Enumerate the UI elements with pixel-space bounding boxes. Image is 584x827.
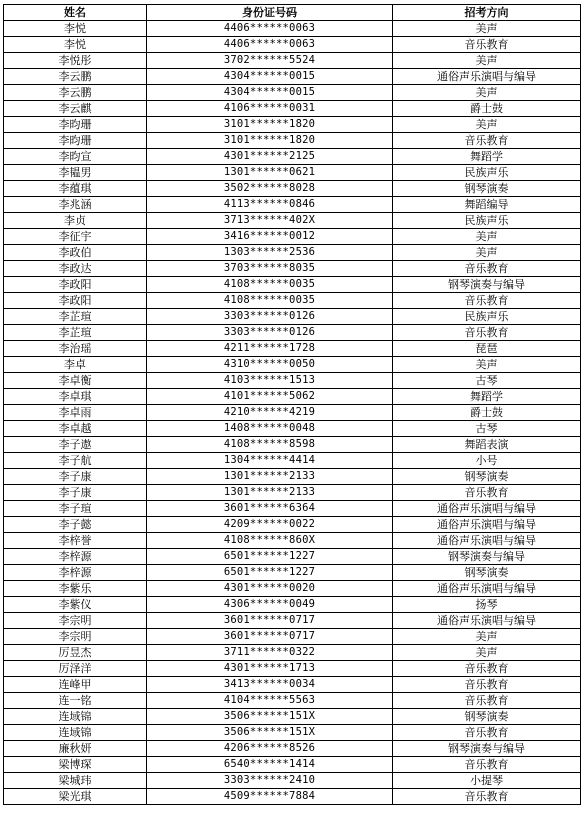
cell-direction: 爵士鼓 (393, 405, 581, 421)
cell-direction: 通俗声乐演唱与编导 (393, 517, 581, 533)
table-row (4, 69, 581, 85)
cell-name: 李卓衡 (4, 373, 147, 389)
cell-id-number: 3702******5524 (147, 53, 393, 69)
cell-name: 李昀宣 (4, 149, 147, 165)
cell-id-number: 4206******8526 (147, 741, 393, 757)
cell-direction: 美声 (393, 85, 581, 101)
cell-id-number: 4101******5062 (147, 389, 393, 405)
cell-name: 李子康 (4, 485, 147, 501)
cell-id-number: 4310******0050 (147, 357, 393, 373)
cell-id-number: 4108******8598 (147, 437, 393, 453)
table-row (4, 21, 581, 37)
cell-direction: 美声 (393, 245, 581, 261)
table-row (4, 581, 581, 597)
cell-direction: 通俗声乐演唱与编导 (393, 69, 581, 85)
cell-id-number: 4211******1728 (147, 341, 393, 357)
cell-id-number: 6540******1414 (147, 757, 393, 773)
cell-direction: 美声 (393, 229, 581, 245)
cell-name: 李蕴琪 (4, 181, 147, 197)
cell-id-number: 4104******5563 (147, 693, 393, 709)
cell-name: 李政伯 (4, 245, 147, 261)
cell-name: 连域锦 (4, 725, 147, 741)
table-row (4, 165, 581, 181)
table-row (4, 309, 581, 325)
cell-id-number: 4113******0846 (147, 197, 393, 213)
cell-name: 李紫仪 (4, 597, 147, 613)
cell-id-number: 1304******4414 (147, 453, 393, 469)
table-row (4, 373, 581, 389)
cell-direction: 古琴 (393, 373, 581, 389)
cell-name: 连一铭 (4, 693, 147, 709)
cell-direction: 音乐教育 (393, 757, 581, 773)
cell-direction: 音乐教育 (393, 293, 581, 309)
cell-id-number: 3703******8035 (147, 261, 393, 277)
table-row (4, 757, 581, 773)
cell-direction: 古琴 (393, 421, 581, 437)
cell-id-number: 4301******0020 (147, 581, 393, 597)
cell-id-number: 1301******2133 (147, 485, 393, 501)
table-row (4, 133, 581, 149)
table-row (4, 357, 581, 373)
table-row (4, 709, 581, 725)
cell-id-number: 3601******0717 (147, 629, 393, 645)
cell-direction: 音乐教育 (393, 261, 581, 277)
cell-name: 李梓源 (4, 549, 147, 565)
table-row (4, 437, 581, 453)
table-row (4, 741, 581, 757)
cell-name: 李宗明 (4, 629, 147, 645)
table-row (4, 245, 581, 261)
cell-id-number: 4106******0031 (147, 101, 393, 117)
cell-name: 李政达 (4, 261, 147, 277)
cell-name: 李征宇 (4, 229, 147, 245)
cell-direction: 琵琶 (393, 341, 581, 357)
cell-name: 梁城玮 (4, 773, 147, 789)
cell-id-number: 3303******0126 (147, 309, 393, 325)
table-row (4, 453, 581, 469)
cell-name: 李云鹏 (4, 69, 147, 85)
cell-direction: 小提琴 (393, 773, 581, 789)
table-row (4, 421, 581, 437)
table-row (4, 533, 581, 549)
cell-name: 李芷瑄 (4, 309, 147, 325)
cell-direction: 美声 (393, 117, 581, 133)
table-row (4, 341, 581, 357)
cell-name: 连域锦 (4, 709, 147, 725)
cell-id-number: 4406******0063 (147, 37, 393, 53)
cell-id-number: 4103******1513 (147, 373, 393, 389)
cell-direction: 美声 (393, 645, 581, 661)
table-row (4, 213, 581, 229)
cell-id-number: 4304******0015 (147, 69, 393, 85)
table-row (4, 613, 581, 629)
cell-id-number: 4210******4219 (147, 405, 393, 421)
cell-name: 厉昱杰 (4, 645, 147, 661)
cell-id-number: 3303******2410 (147, 773, 393, 789)
cell-name: 李子康 (4, 469, 147, 485)
table-row (4, 677, 581, 693)
cell-id-number: 3506******151X (147, 709, 393, 725)
table-body (4, 21, 581, 805)
table-row (4, 181, 581, 197)
cell-direction: 钢琴演奏 (393, 181, 581, 197)
cell-direction: 钢琴演奏与编导 (393, 549, 581, 565)
cell-id-number: 4304******0015 (147, 85, 393, 101)
cell-name: 李悦彤 (4, 53, 147, 69)
cell-name: 李卓越 (4, 421, 147, 437)
cell-id-number: 3601******6364 (147, 501, 393, 517)
cell-name: 梁博琛 (4, 757, 147, 773)
table-row (4, 661, 581, 677)
cell-direction: 通俗声乐演唱与编导 (393, 613, 581, 629)
cell-id-number: 3413******0034 (147, 677, 393, 693)
cell-name: 李悦 (4, 37, 147, 53)
table-row (4, 789, 581, 805)
cell-direction: 舞蹈表演 (393, 437, 581, 453)
cell-name: 李悦 (4, 21, 147, 37)
cell-direction: 音乐教育 (393, 133, 581, 149)
cell-name: 连峰甲 (4, 677, 147, 693)
cell-direction: 扬琴 (393, 597, 581, 613)
candidate-table-container (3, 4, 580, 805)
cell-direction: 音乐教育 (393, 789, 581, 805)
cell-direction: 舞蹈学 (393, 149, 581, 165)
cell-id-number: 4509******7884 (147, 789, 393, 805)
cell-name: 廉秋妍 (4, 741, 147, 757)
cell-id-number: 4108******0035 (147, 293, 393, 309)
cell-direction: 民族声乐 (393, 165, 581, 181)
cell-direction: 钢琴演奏 (393, 709, 581, 725)
cell-direction: 音乐教育 (393, 325, 581, 341)
cell-id-number: 3506******151X (147, 725, 393, 741)
cell-id-number: 3713******402X (147, 213, 393, 229)
cell-name: 李韫男 (4, 165, 147, 181)
cell-direction: 爵士鼓 (393, 101, 581, 117)
cell-id-number: 6501******1227 (147, 549, 393, 565)
cell-id-number: 4301******1713 (147, 661, 393, 677)
cell-id-number: 1301******2133 (147, 469, 393, 485)
table-row (4, 501, 581, 517)
table-row (4, 229, 581, 245)
table-row (4, 85, 581, 101)
cell-id-number: 1303******2536 (147, 245, 393, 261)
table-row (4, 405, 581, 421)
cell-name: 厉泽洋 (4, 661, 147, 677)
cell-direction: 通俗声乐演唱与编导 (393, 581, 581, 597)
header-direction: 招考方向 (393, 5, 581, 21)
cell-direction: 美声 (393, 53, 581, 69)
cell-name: 李紫乐 (4, 581, 147, 597)
cell-direction: 钢琴演奏与编导 (393, 277, 581, 293)
cell-direction: 小号 (393, 453, 581, 469)
table-row (4, 597, 581, 613)
cell-id-number: 4306******0049 (147, 597, 393, 613)
cell-direction: 舞蹈编导 (393, 197, 581, 213)
cell-direction: 音乐教育 (393, 485, 581, 501)
table-row (4, 37, 581, 53)
cell-direction: 音乐教育 (393, 661, 581, 677)
table-row (4, 325, 581, 341)
cell-direction: 音乐教育 (393, 693, 581, 709)
cell-name: 李卓 (4, 357, 147, 373)
cell-name: 李卓琪 (4, 389, 147, 405)
cell-name: 李子懿 (4, 517, 147, 533)
cell-direction: 通俗声乐演唱与编导 (393, 501, 581, 517)
cell-name: 李政阳 (4, 293, 147, 309)
cell-id-number: 4301******2125 (147, 149, 393, 165)
cell-direction: 美声 (393, 357, 581, 373)
cell-name: 梁光琪 (4, 789, 147, 805)
cell-name: 李兆涵 (4, 197, 147, 213)
cell-direction: 美声 (393, 21, 581, 37)
cell-name: 李卓雨 (4, 405, 147, 421)
table-row (4, 293, 581, 309)
table-row (4, 389, 581, 405)
candidate-table (3, 4, 581, 805)
cell-direction: 美声 (393, 629, 581, 645)
cell-name: 李子瑄 (4, 501, 147, 517)
cell-direction: 钢琴演奏 (393, 565, 581, 581)
cell-name: 李昀珊 (4, 117, 147, 133)
header-id-number: 身份证号码 (147, 5, 393, 21)
cell-direction: 钢琴演奏与编导 (393, 741, 581, 757)
cell-direction: 音乐教育 (393, 37, 581, 53)
cell-name: 李云鹏 (4, 85, 147, 101)
cell-direction: 舞蹈学 (393, 389, 581, 405)
cell-id-number: 3101******1820 (147, 133, 393, 149)
cell-id-number: 3711******0322 (147, 645, 393, 661)
table-row (4, 549, 581, 565)
cell-direction: 民族声乐 (393, 213, 581, 229)
table-row (4, 565, 581, 581)
cell-id-number: 3502******8028 (147, 181, 393, 197)
cell-name: 李芷瑄 (4, 325, 147, 341)
cell-name: 李云麒 (4, 101, 147, 117)
cell-id-number: 3101******1820 (147, 117, 393, 133)
cell-name: 李治瑶 (4, 341, 147, 357)
cell-name: 李子遨 (4, 437, 147, 453)
table-row (4, 149, 581, 165)
cell-id-number: 4209******0022 (147, 517, 393, 533)
cell-id-number: 3416******0012 (147, 229, 393, 245)
cell-name: 李宗明 (4, 613, 147, 629)
cell-id-number: 1408******0048 (147, 421, 393, 437)
header-name: 姓名 (4, 5, 147, 21)
table-row (4, 629, 581, 645)
cell-name: 李贞 (4, 213, 147, 229)
table-row (4, 693, 581, 709)
table-row (4, 725, 581, 741)
cell-id-number: 6501******1227 (147, 565, 393, 581)
cell-direction: 音乐教育 (393, 725, 581, 741)
cell-name: 李昀珊 (4, 133, 147, 149)
cell-name: 李梓源 (4, 565, 147, 581)
table-row (4, 197, 581, 213)
table-row (4, 469, 581, 485)
table-row (4, 277, 581, 293)
cell-name: 李政阳 (4, 277, 147, 293)
cell-direction: 钢琴演奏 (393, 469, 581, 485)
table-header-row (4, 5, 581, 21)
cell-id-number: 4108******0035 (147, 277, 393, 293)
cell-direction: 通俗声乐演唱与编导 (393, 533, 581, 549)
table-row (4, 101, 581, 117)
cell-id-number: 4406******0063 (147, 21, 393, 37)
cell-id-number: 4108******860X (147, 533, 393, 549)
cell-name: 李子航 (4, 453, 147, 469)
table-row (4, 645, 581, 661)
cell-id-number: 1301******0621 (147, 165, 393, 181)
cell-id-number: 3303******0126 (147, 325, 393, 341)
cell-id-number: 3601******0717 (147, 613, 393, 629)
cell-name: 李梓誉 (4, 533, 147, 549)
table-row (4, 261, 581, 277)
cell-direction: 民族声乐 (393, 309, 581, 325)
cell-direction: 音乐教育 (393, 677, 581, 693)
table-row (4, 773, 581, 789)
table-row (4, 517, 581, 533)
table-row (4, 485, 581, 501)
table-row (4, 53, 581, 69)
table-row (4, 117, 581, 133)
